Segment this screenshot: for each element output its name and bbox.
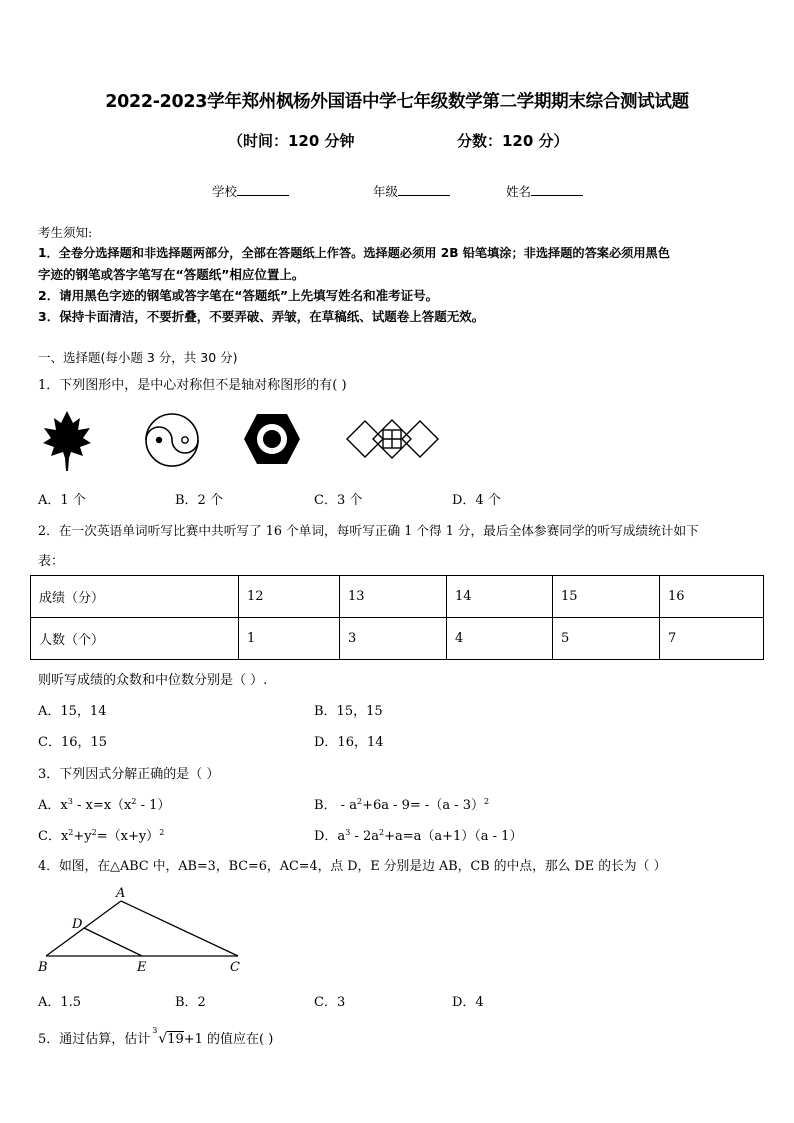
- table-cell: 人数（个）: [31, 618, 239, 660]
- grade-field: [373, 182, 450, 200]
- text: D．a: [314, 829, 346, 844]
- question-3-stem: 3．下列因式分解正确的是（ ）: [38, 767, 220, 782]
- page-title: 2022-2023学年郑州枫杨外国语中学七年级数学第二学期期末综合测试试题: [105, 92, 689, 112]
- table-cell: 14: [447, 576, 553, 618]
- text: +y: [73, 829, 92, 844]
- triangle-figure: [34, 884, 246, 976]
- school-field: [212, 182, 289, 200]
- question-1-option-b[interactable]: B．2 个: [175, 493, 223, 508]
- notice-item-1-line-2: 字迹的钢笔或答字笔写在“答题纸”相应位置上。: [38, 267, 305, 282]
- exponent: 2: [159, 828, 165, 837]
- school-label: 学校: [212, 184, 238, 199]
- text: +6a - 9= -（a - 3）: [362, 798, 485, 813]
- table-cell: 3: [340, 618, 447, 660]
- segment-de: [84, 928, 142, 956]
- exponent: 3: [345, 828, 351, 837]
- question-1-stem: 1．下列图形中，是中心对称但不是轴对称图形的有( ): [38, 378, 347, 393]
- exponent: 2: [131, 797, 137, 806]
- school-blank: [237, 183, 289, 196]
- score-table: [30, 575, 764, 660]
- notice-item-2: 2．请用黑色字迹的钢笔或答字笔在“答题纸”上先填写姓名和准考证号。: [38, 288, 439, 303]
- question-5-stem: [38, 1028, 273, 1047]
- question-2-followup: 则听写成绩的众数和中位数分别是（ ）.: [38, 673, 268, 688]
- grade-blank: [398, 183, 450, 196]
- question-2-option-d[interactable]: D．16，14: [314, 735, 384, 750]
- label-b: B: [38, 960, 48, 975]
- root-index: 3: [152, 1026, 158, 1035]
- question-4-option-d[interactable]: D．4: [452, 995, 484, 1010]
- text: - 2a: [350, 829, 379, 844]
- question-3-option-c[interactable]: [38, 825, 164, 844]
- table-cell: 成绩（分）: [31, 576, 239, 618]
- exponent: 2: [356, 797, 363, 806]
- hex-nut-icon: [242, 412, 302, 466]
- table-row: [31, 618, 764, 660]
- exam-score: 分数：120 分）: [457, 132, 569, 150]
- question-3-option-b[interactable]: [314, 794, 489, 813]
- section-heading: 一、选择题(每小题 3 分，共 30 分): [38, 350, 238, 365]
- name-label: 姓名: [506, 184, 532, 199]
- question-2-option-a[interactable]: A．15，14: [38, 704, 107, 719]
- side-ab: [46, 901, 121, 956]
- table-row: [31, 576, 764, 618]
- question-3-option-a[interactable]: [38, 794, 170, 813]
- question-2-stem-line-1: 2．在一次英语单词听写比赛中共听写了 16 个单词，每听写正确 1 个得 1 分，最后全体参赛同学的听写成绩统计如下: [38, 523, 699, 538]
- question-2-stem-line-2: 表：: [38, 554, 65, 569]
- maple-leaf-icon: [42, 410, 92, 472]
- name-blank: [531, 183, 583, 196]
- text: B． - a: [314, 798, 357, 813]
- text: 5．通过估算，估计: [38, 1032, 151, 1047]
- label-c: C: [230, 960, 240, 975]
- text: +1 的值应在( ): [183, 1032, 274, 1047]
- radicand: 19: [167, 1032, 184, 1047]
- text: +a=a（a+1）（a - 1）: [384, 829, 523, 844]
- knot-pattern-icon: [345, 418, 440, 460]
- table-cell: 5: [553, 618, 660, 660]
- exponent: 2: [484, 797, 490, 806]
- text: - 1）: [136, 798, 171, 813]
- text: A．x: [38, 798, 68, 813]
- table-cell: 4: [447, 618, 553, 660]
- label-e: E: [137, 960, 147, 975]
- question-1-option-c[interactable]: C．3 个: [314, 493, 363, 508]
- side-ac: [121, 901, 238, 956]
- cube-root: [152, 1026, 184, 1047]
- question-4-option-b[interactable]: B．2: [175, 995, 206, 1010]
- text: C．x: [38, 829, 69, 844]
- label-d: D: [72, 917, 83, 932]
- exam-time: （时间：120 分钟: [228, 132, 355, 150]
- exponent: 2: [378, 828, 385, 837]
- question-3-option-d[interactable]: [314, 825, 522, 844]
- table-cell: 16: [660, 576, 764, 618]
- grade-label: 年级: [373, 184, 399, 199]
- question-2-option-c[interactable]: C．16，15: [38, 735, 108, 750]
- table-cell: 12: [239, 576, 340, 618]
- yin-yang-icon: [144, 412, 200, 468]
- notice-heading: 考生须知:: [38, 225, 93, 240]
- exponent: 2: [68, 828, 74, 837]
- label-a: A: [116, 886, 126, 901]
- name-field: [506, 182, 583, 200]
- radical-sign-icon: √: [158, 1031, 168, 1047]
- question-1-option-d[interactable]: D．4 个: [452, 493, 501, 508]
- question-2-option-b[interactable]: B．15，15: [314, 704, 383, 719]
- exponent: 3: [67, 797, 73, 806]
- table-cell: 1: [239, 618, 340, 660]
- notice-item-3: 3．保持卡面清洁，不要折叠，不要弄破、弄皱，在草稿纸、试题卷上答题无效。: [38, 309, 485, 324]
- notice-item-1-line-1: 1．全卷分选择题和非选择题两部分，全部在答题纸上作答。选择题必须用 2B 铅笔填涂；非选择题的答案必须用黑色: [38, 246, 670, 260]
- question-4-stem: 4．如图，在△ABC 中，AB=3，BC=6，AC=4，点 D，E 分别是边 AB，CB 的中点，那么 DE 的长为（ ）: [38, 859, 667, 874]
- exponent: 2: [91, 828, 97, 837]
- table-cell: 7: [660, 618, 764, 660]
- table-cell: 13: [340, 576, 447, 618]
- question-1-option-a[interactable]: A．1 个: [38, 493, 86, 508]
- text: - x=x（x: [72, 798, 132, 813]
- text: =（x+y）: [96, 829, 160, 844]
- table-cell: 15: [553, 576, 660, 618]
- question-4-option-a[interactable]: A．1.5: [38, 995, 82, 1010]
- question-4-option-c[interactable]: C．3: [314, 995, 346, 1010]
